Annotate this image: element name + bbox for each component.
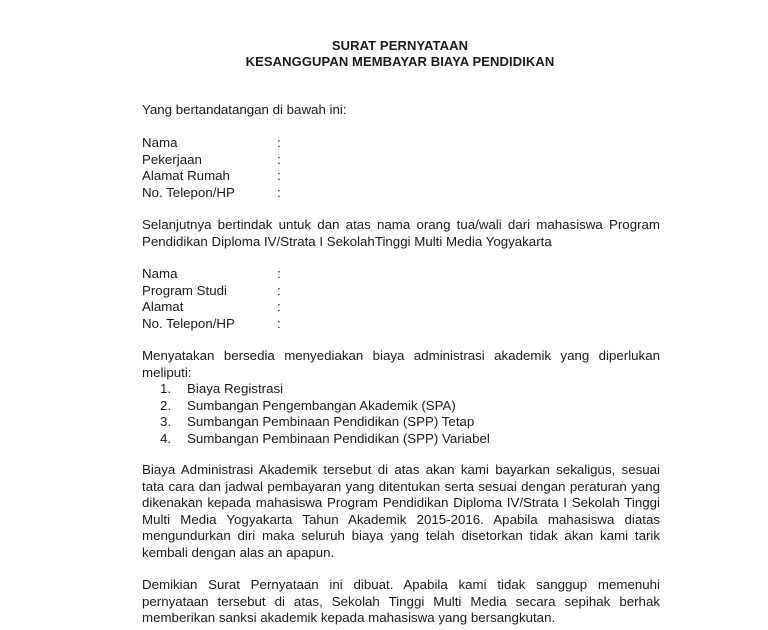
list-number: 3.	[160, 414, 172, 429]
intro-text: Yang bertandatangan di bawah ini:	[142, 102, 347, 117]
field-label: Pekerjaan	[142, 151, 202, 167]
payment-paragraph: Biaya Administrasi Akademik tersebut di atas akan kami bayarkan sekaligus, sesuai tata cara dan jadwal pembayaran yang ditentukan serta sesuai dengan peraturan yang dikenakan kepada mahasiswa Program Pendidikan Diploma IV/Strata I Sekolah Tinggi Multi Media Yogyakarta Tahun Akademik 2015-2016. Apabila mahasiswa diatas mengundurkan diri maka seluruh biaya yang telah disetorkan tidak akan kami tarik kembali dengan alas an apapun.	[142, 462, 660, 560]
field-label: Nama	[142, 266, 178, 281]
field-label: Alamat Rumah	[142, 168, 230, 183]
field-colon: :	[277, 282, 281, 298]
statement-paragraph: Menyatakan bersedia menyediakan biaya administrasi akademik yang diperlukan meliputi:	[142, 348, 660, 380]
field-label: Nama	[142, 135, 178, 150]
closing-paragraph: Demikian Surat Pernyataan ini dibuat. Apabila kami tidak sanggup memenuhi pernyataan tersebut di atas, Sekolah Tinggi Multi Media secara sepihak berhak memberikan sanksi akademik kepada mahasiswa yang bersangkutan.	[142, 577, 660, 625]
cost-item-list	[160, 381, 490, 447]
document-title: SURAT PERNYATAAN	[331, 38, 469, 53]
field-label: Program Studi	[142, 282, 227, 298]
list-item	[160, 398, 490, 415]
field-colon: :	[277, 184, 281, 200]
field-colon: :	[277, 151, 281, 167]
field-colon: :	[277, 315, 281, 331]
field-colon: :	[277, 299, 281, 314]
list-text: Sumbangan Pembinaan Pendidikan (SPP) Variabel	[187, 430, 490, 446]
list-number: 2.	[160, 397, 172, 413]
field-label: No. Telepon/HP	[142, 184, 235, 200]
document-subtitle: KESANGGUPAN MEMBAYAR BIAYA PENDIDIKAN	[245, 54, 555, 69]
list-text: Sumbangan Pengembangan Akademik (SPA)	[187, 397, 456, 413]
field-colon: :	[277, 135, 281, 150]
field-colon: :	[277, 266, 281, 281]
field-label: Alamat	[142, 299, 184, 314]
list-text: Sumbangan Pembinaan Pendidikan (SPP) Tetap	[187, 414, 475, 429]
field-label: No. Telepon/HP	[142, 315, 235, 331]
list-number: 4.	[160, 430, 172, 446]
list-item	[160, 381, 490, 398]
list-item	[160, 431, 490, 448]
list-item	[160, 414, 490, 431]
list-text: Biaya Registrasi	[187, 381, 284, 396]
list-number: 1.	[160, 381, 172, 396]
representation-paragraph: Selanjutnya bertindak untuk dan atas nama orang tua/wali dari mahasiswa Program Pendidikan Diploma IV/Strata I SekolahTinggi Multi Media Yogyakarta	[142, 217, 660, 249]
field-colon: :	[277, 168, 281, 183]
